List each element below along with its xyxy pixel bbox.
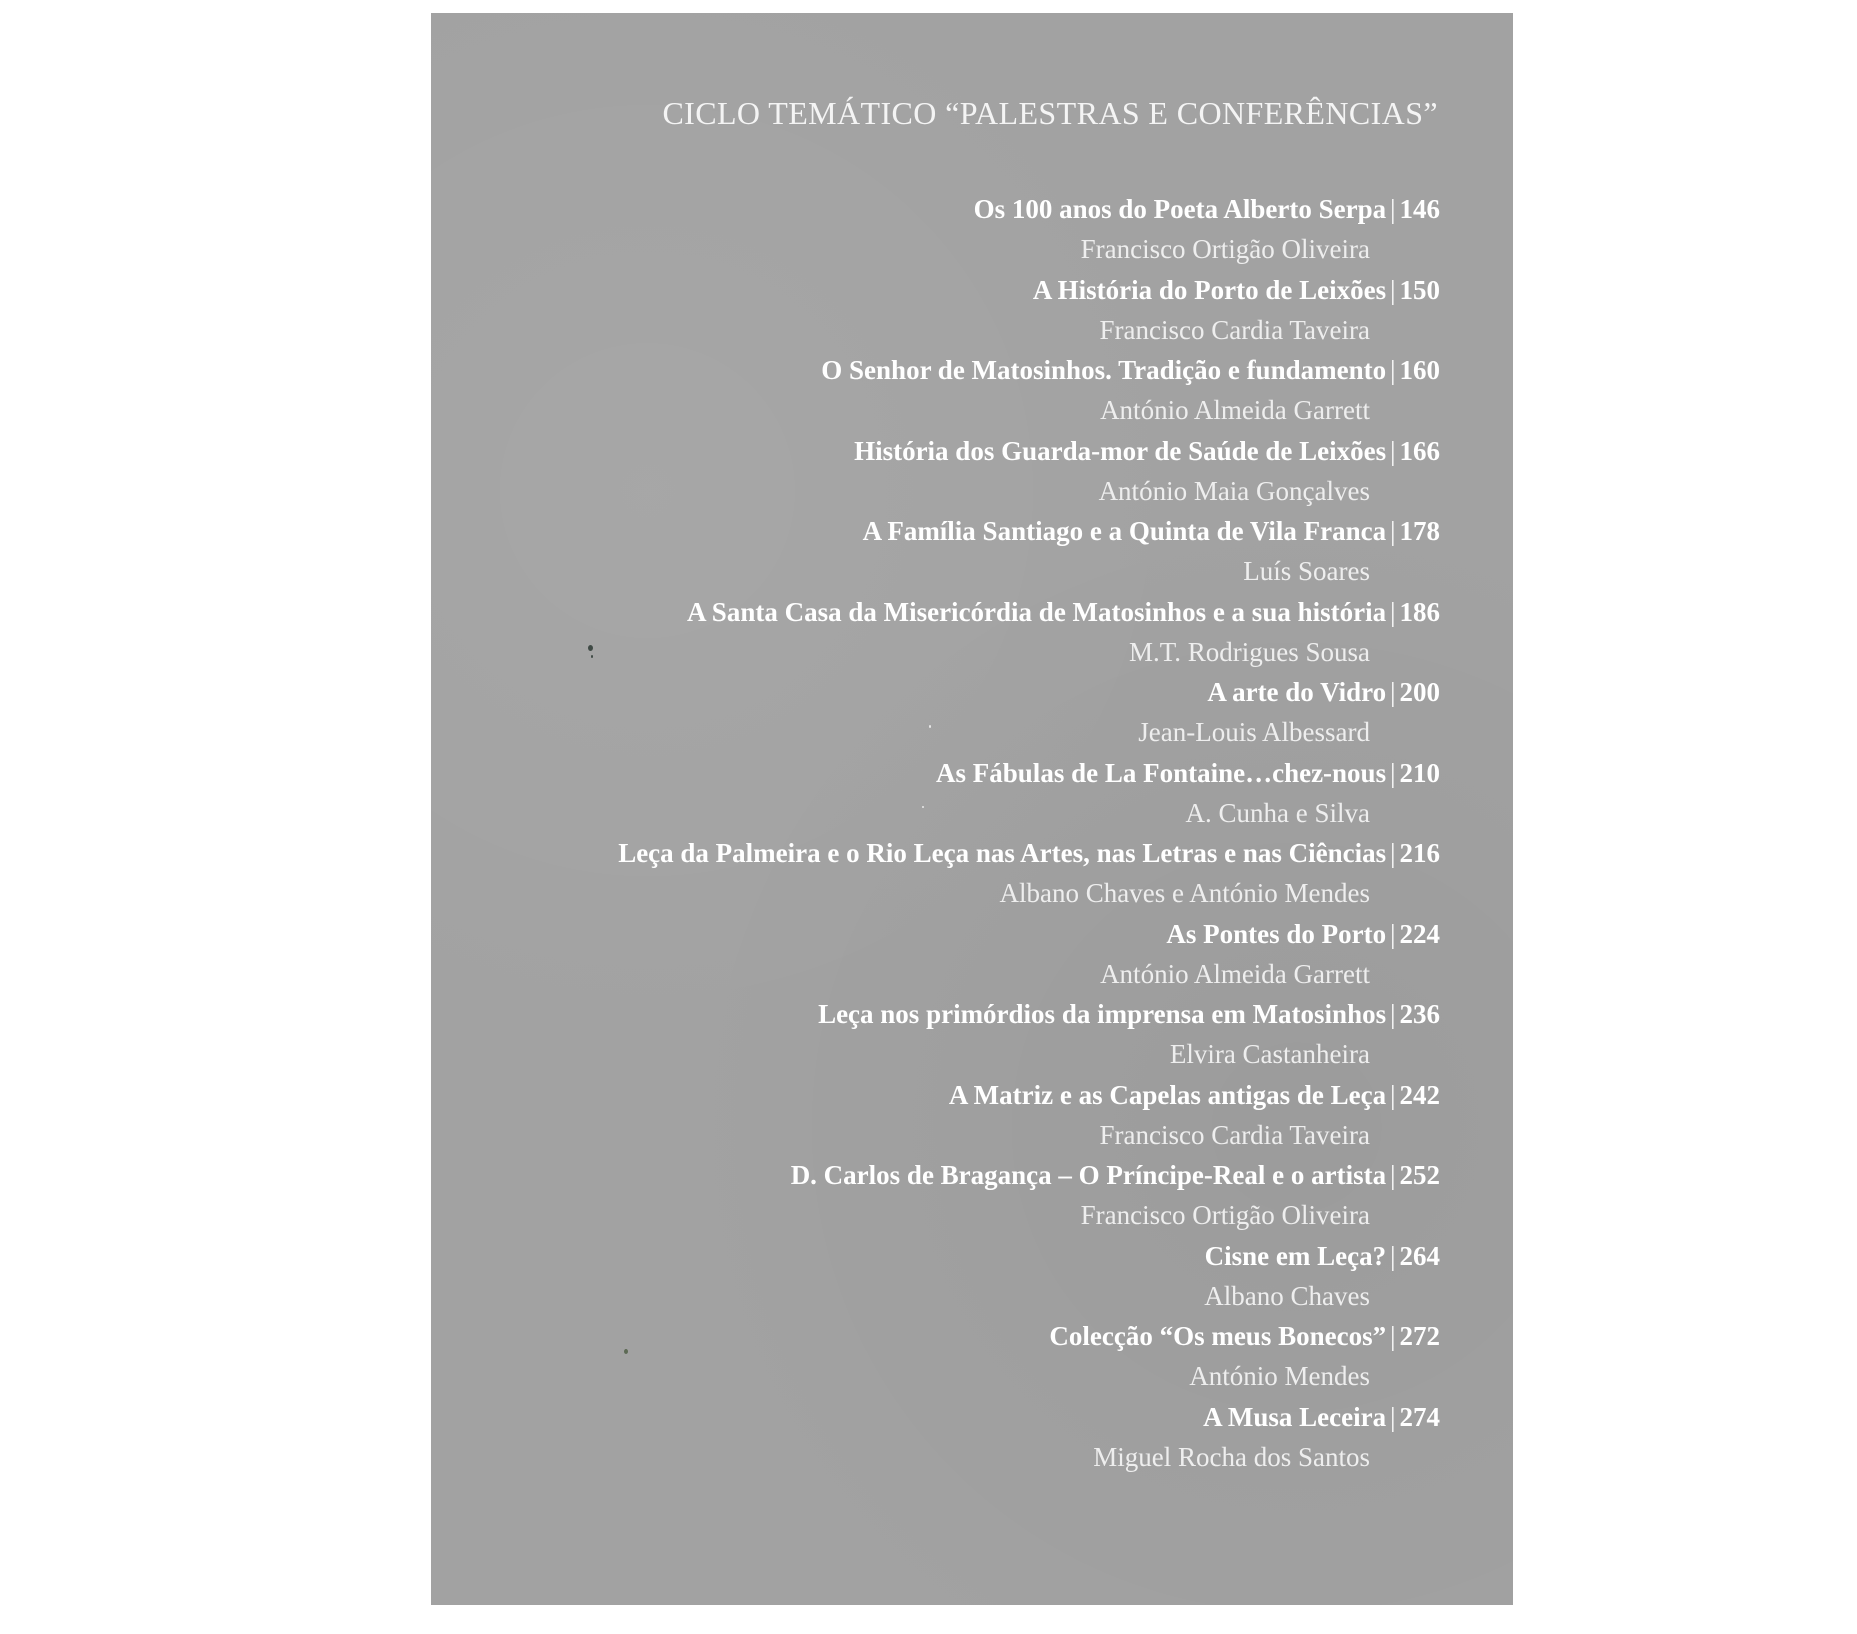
toc-entry (440, 753, 1440, 834)
page-separator: | (1390, 677, 1396, 707)
entry-title-line (440, 753, 1440, 793)
entry-author: Francisco Ortigão Oliveira (1080, 1200, 1370, 1230)
table-of-contents (440, 189, 1440, 1477)
page-separator: | (1390, 838, 1396, 868)
page-separator: | (1390, 596, 1396, 627)
entry-title-line (440, 511, 1440, 551)
entry-author: Miguel Rocha dos Santos (1093, 1441, 1370, 1472)
entry-title-line (440, 1236, 1440, 1276)
entry-title: A História do Porto de Leixões (1032, 274, 1387, 305)
toc-entry (440, 270, 1440, 351)
entry-author: António Almeida Garrett (1100, 958, 1370, 989)
entry-title-line (440, 994, 1440, 1034)
entry-author: António Mendes (1189, 1361, 1370, 1391)
entry-title: A Santa Casa da Misericórdia de Matosinhos e a sua história (687, 596, 1387, 627)
entry-title-line (440, 431, 1440, 471)
page-separator: | (1390, 1160, 1396, 1190)
toc-entry (440, 511, 1440, 592)
entry-author: Luís Soares (1243, 556, 1370, 586)
entry-page-number: 236 (1399, 999, 1440, 1029)
page-separator: | (1390, 999, 1396, 1029)
toc-entry (440, 1155, 1440, 1236)
entry-title: Cisne em Leça? (1204, 1240, 1387, 1271)
toc-entry (440, 833, 1440, 914)
entry-title: Os 100 anos do Poeta Alberto Serpa (973, 194, 1387, 224)
entry-author: António Maia Gonçalves (1098, 475, 1370, 506)
toc-entry (440, 350, 1440, 431)
entry-page-number: 178 (1399, 516, 1440, 546)
entry-page-number: 264 (1399, 1240, 1440, 1271)
page-separator: | (1390, 355, 1396, 385)
page-separator: | (1390, 274, 1396, 305)
entry-author: Francisco Ortigão Oliveira (1080, 234, 1370, 264)
toc-entry (440, 1075, 1440, 1156)
entry-title: Colecção “Os meus Bonecos” (1049, 1321, 1387, 1351)
entry-page-number: 224 (1399, 918, 1440, 949)
entry-author: António Almeida Garrett (1100, 395, 1370, 425)
page-separator: | (1390, 194, 1396, 224)
entry-page-number: 160 (1399, 355, 1440, 385)
entry-title-line (440, 672, 1440, 712)
entry-title-line (440, 833, 1440, 873)
entry-title-line (440, 914, 1440, 954)
entry-title: O Senhor de Matosinhos. Tradição e fundamento (821, 355, 1387, 385)
entry-page-number: 272 (1399, 1321, 1440, 1351)
entry-author: Francisco Cardia Taveira (1099, 314, 1370, 345)
entry-title: Leça nos primórdios da imprensa em Matosinhos (818, 999, 1387, 1029)
entry-author: Francisco Cardia Taveira (1099, 1119, 1370, 1150)
entry-page-number: 252 (1399, 1160, 1440, 1190)
book-page (431, 13, 1513, 1605)
entry-page-number: 242 (1399, 1079, 1440, 1110)
entry-title: A Matriz e as Capelas antigas de Leça (948, 1079, 1387, 1110)
entry-page-number: 186 (1399, 596, 1440, 627)
entry-author: Jean-Louis Albessard (1138, 717, 1370, 747)
entry-page-number: 216 (1399, 838, 1440, 868)
entry-page-number: 210 (1399, 757, 1440, 788)
toc-entry (440, 1316, 1440, 1397)
entry-title-line (440, 1155, 1440, 1195)
entry-title: A Musa Leceira (1203, 1401, 1387, 1432)
page-separator: | (1390, 1240, 1396, 1271)
entry-title: A Família Santiago e a Quinta de Vila Franca (862, 516, 1387, 546)
entry-title: D. Carlos de Bragança – O Príncipe-Real e o artista (790, 1160, 1387, 1190)
toc-entry (440, 914, 1440, 995)
entry-title: As Fábulas de La Fontaine…chez-nous (936, 757, 1387, 788)
entry-author: Albano Chaves e António Mendes (999, 878, 1370, 908)
entry-page-number: 274 (1399, 1401, 1440, 1432)
entry-title: As Pontes do Porto (1166, 918, 1387, 949)
entry-page-number: 146 (1399, 194, 1440, 224)
entry-page-number: 166 (1399, 435, 1440, 466)
entry-title: História dos Guarda-mor de Saúde de Leixões (854, 435, 1387, 466)
entry-title-line (440, 189, 1440, 229)
toc-entry (440, 1397, 1440, 1478)
page-separator: | (1390, 1321, 1396, 1351)
page-separator: | (1390, 435, 1396, 466)
toc-entry (440, 1236, 1440, 1317)
toc-entry (440, 994, 1440, 1075)
entry-title: Leça da Palmeira e o Rio Leça nas Artes, nas Letras e nas Ciências (618, 838, 1387, 868)
entry-title: A arte do Vidro (1207, 677, 1387, 707)
page-separator: | (1390, 918, 1396, 949)
entry-author: M.T. Rodrigues Sousa (1129, 636, 1370, 667)
entry-author: Albano Chaves (1204, 1280, 1370, 1311)
entry-page-number: 200 (1399, 677, 1440, 707)
page-separator: | (1390, 516, 1396, 546)
entry-author: A. Cunha e Silva (1185, 797, 1370, 828)
page-separator: | (1390, 757, 1396, 788)
toc-entry (440, 592, 1440, 673)
toc-entry (440, 672, 1440, 753)
page-separator: | (1390, 1079, 1396, 1110)
entry-title-line (440, 1316, 1440, 1356)
page-separator: | (1390, 1401, 1396, 1432)
toc-entry (440, 431, 1440, 512)
entry-page-number: 150 (1399, 274, 1440, 305)
entry-title-line (440, 350, 1440, 390)
section-heading: CICLO TEMÁTICO “PALESTRAS E CONFERÊNCIAS” (662, 95, 1438, 131)
toc-entry (440, 189, 1440, 270)
entry-title-line (440, 270, 1440, 310)
entry-title-line (440, 1397, 1440, 1437)
entry-title-line (440, 1075, 1440, 1115)
entry-author: Elvira Castanheira (1169, 1039, 1370, 1069)
entry-title-line (440, 592, 1440, 632)
